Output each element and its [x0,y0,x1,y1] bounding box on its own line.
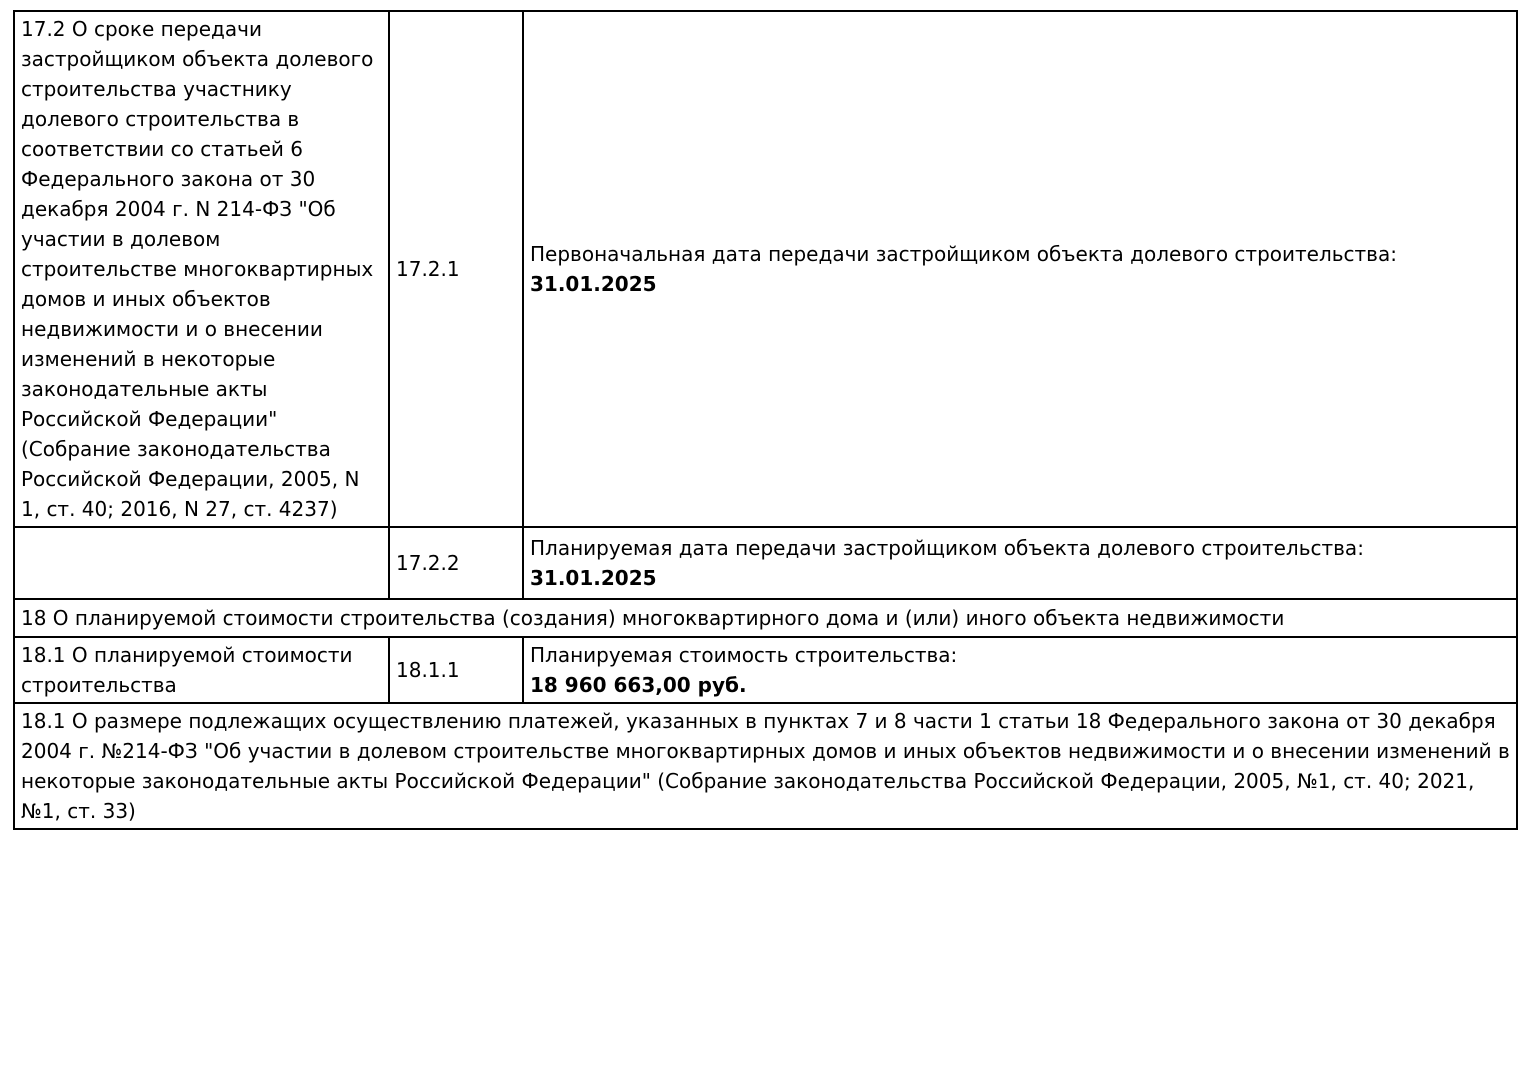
table-row-section-18-1-payments [14,703,1517,829]
item-number-cell: 18.1.1 [389,637,523,703]
section-heading-cell: 18 О планируемой стоимости строительства (создания) многоквартирного дома и (или) иного объекта недвижимости [14,599,1517,637]
item-value-cell [523,11,1517,527]
section-description-cell: 17.2 О сроке передачи застройщиком объекта долевого строительства участнику долевого строительства в соответствии со статьей 6 Федерального закона от 30 декабря 2004 г. N 214-ФЗ "Об участии в долевом строительстве многоквартирных домов и иных объектов недвижимости и о внесении изменений в некоторые законодательные акты Российской Федерации" (Собрание законодательства Российской Федерации, 2005, N 1, ст. 40; 2016, N 27, ст. 4237) [14,11,389,527]
table-row-17-2 [14,11,1517,527]
item-value-cell [523,527,1517,599]
table-row-18-1 [14,637,1517,703]
section-description-cell: 18.1 О планируемой стоимости строительства [14,637,389,703]
table-row-section-18 [14,599,1517,637]
field-label: Планируемая стоимость строительства: [530,643,958,667]
table-row-17-2-2 [14,527,1517,599]
field-value: 31.01.2025 [530,566,657,590]
project-declaration-table [13,10,1518,830]
item-number-cell: 17.2.2 [389,527,523,599]
item-value-cell [523,637,1517,703]
item-number-cell: 17.2.1 [389,11,523,527]
field-value: 18 960 663,00 руб. [530,673,747,697]
field-label: Планируемая дата передачи застройщиком объекта долевого строительства: [530,536,1364,560]
field-value: 31.01.2025 [530,272,657,296]
field-label: Первоначальная дата передачи застройщиком объекта долевого строительства: [530,242,1397,266]
section-description-cell-empty [14,527,389,599]
section-heading-cell: 18.1 О размере подлежащих осуществлению платежей, указанных в пунктах 7 и 8 части 1 статьи 18 Федерального закона от 30 декабря 2004 г. №214-ФЗ "Об участии в долевом строительстве многоквартирных домов и иных объектов недвижимости и о внесении изменений в некоторые законодательные акты Российской Федерации" (Собрание законодательства Российской Федерации, 2005, №1, ст. 40; 2021, №1, ст. 33) [14,703,1517,829]
